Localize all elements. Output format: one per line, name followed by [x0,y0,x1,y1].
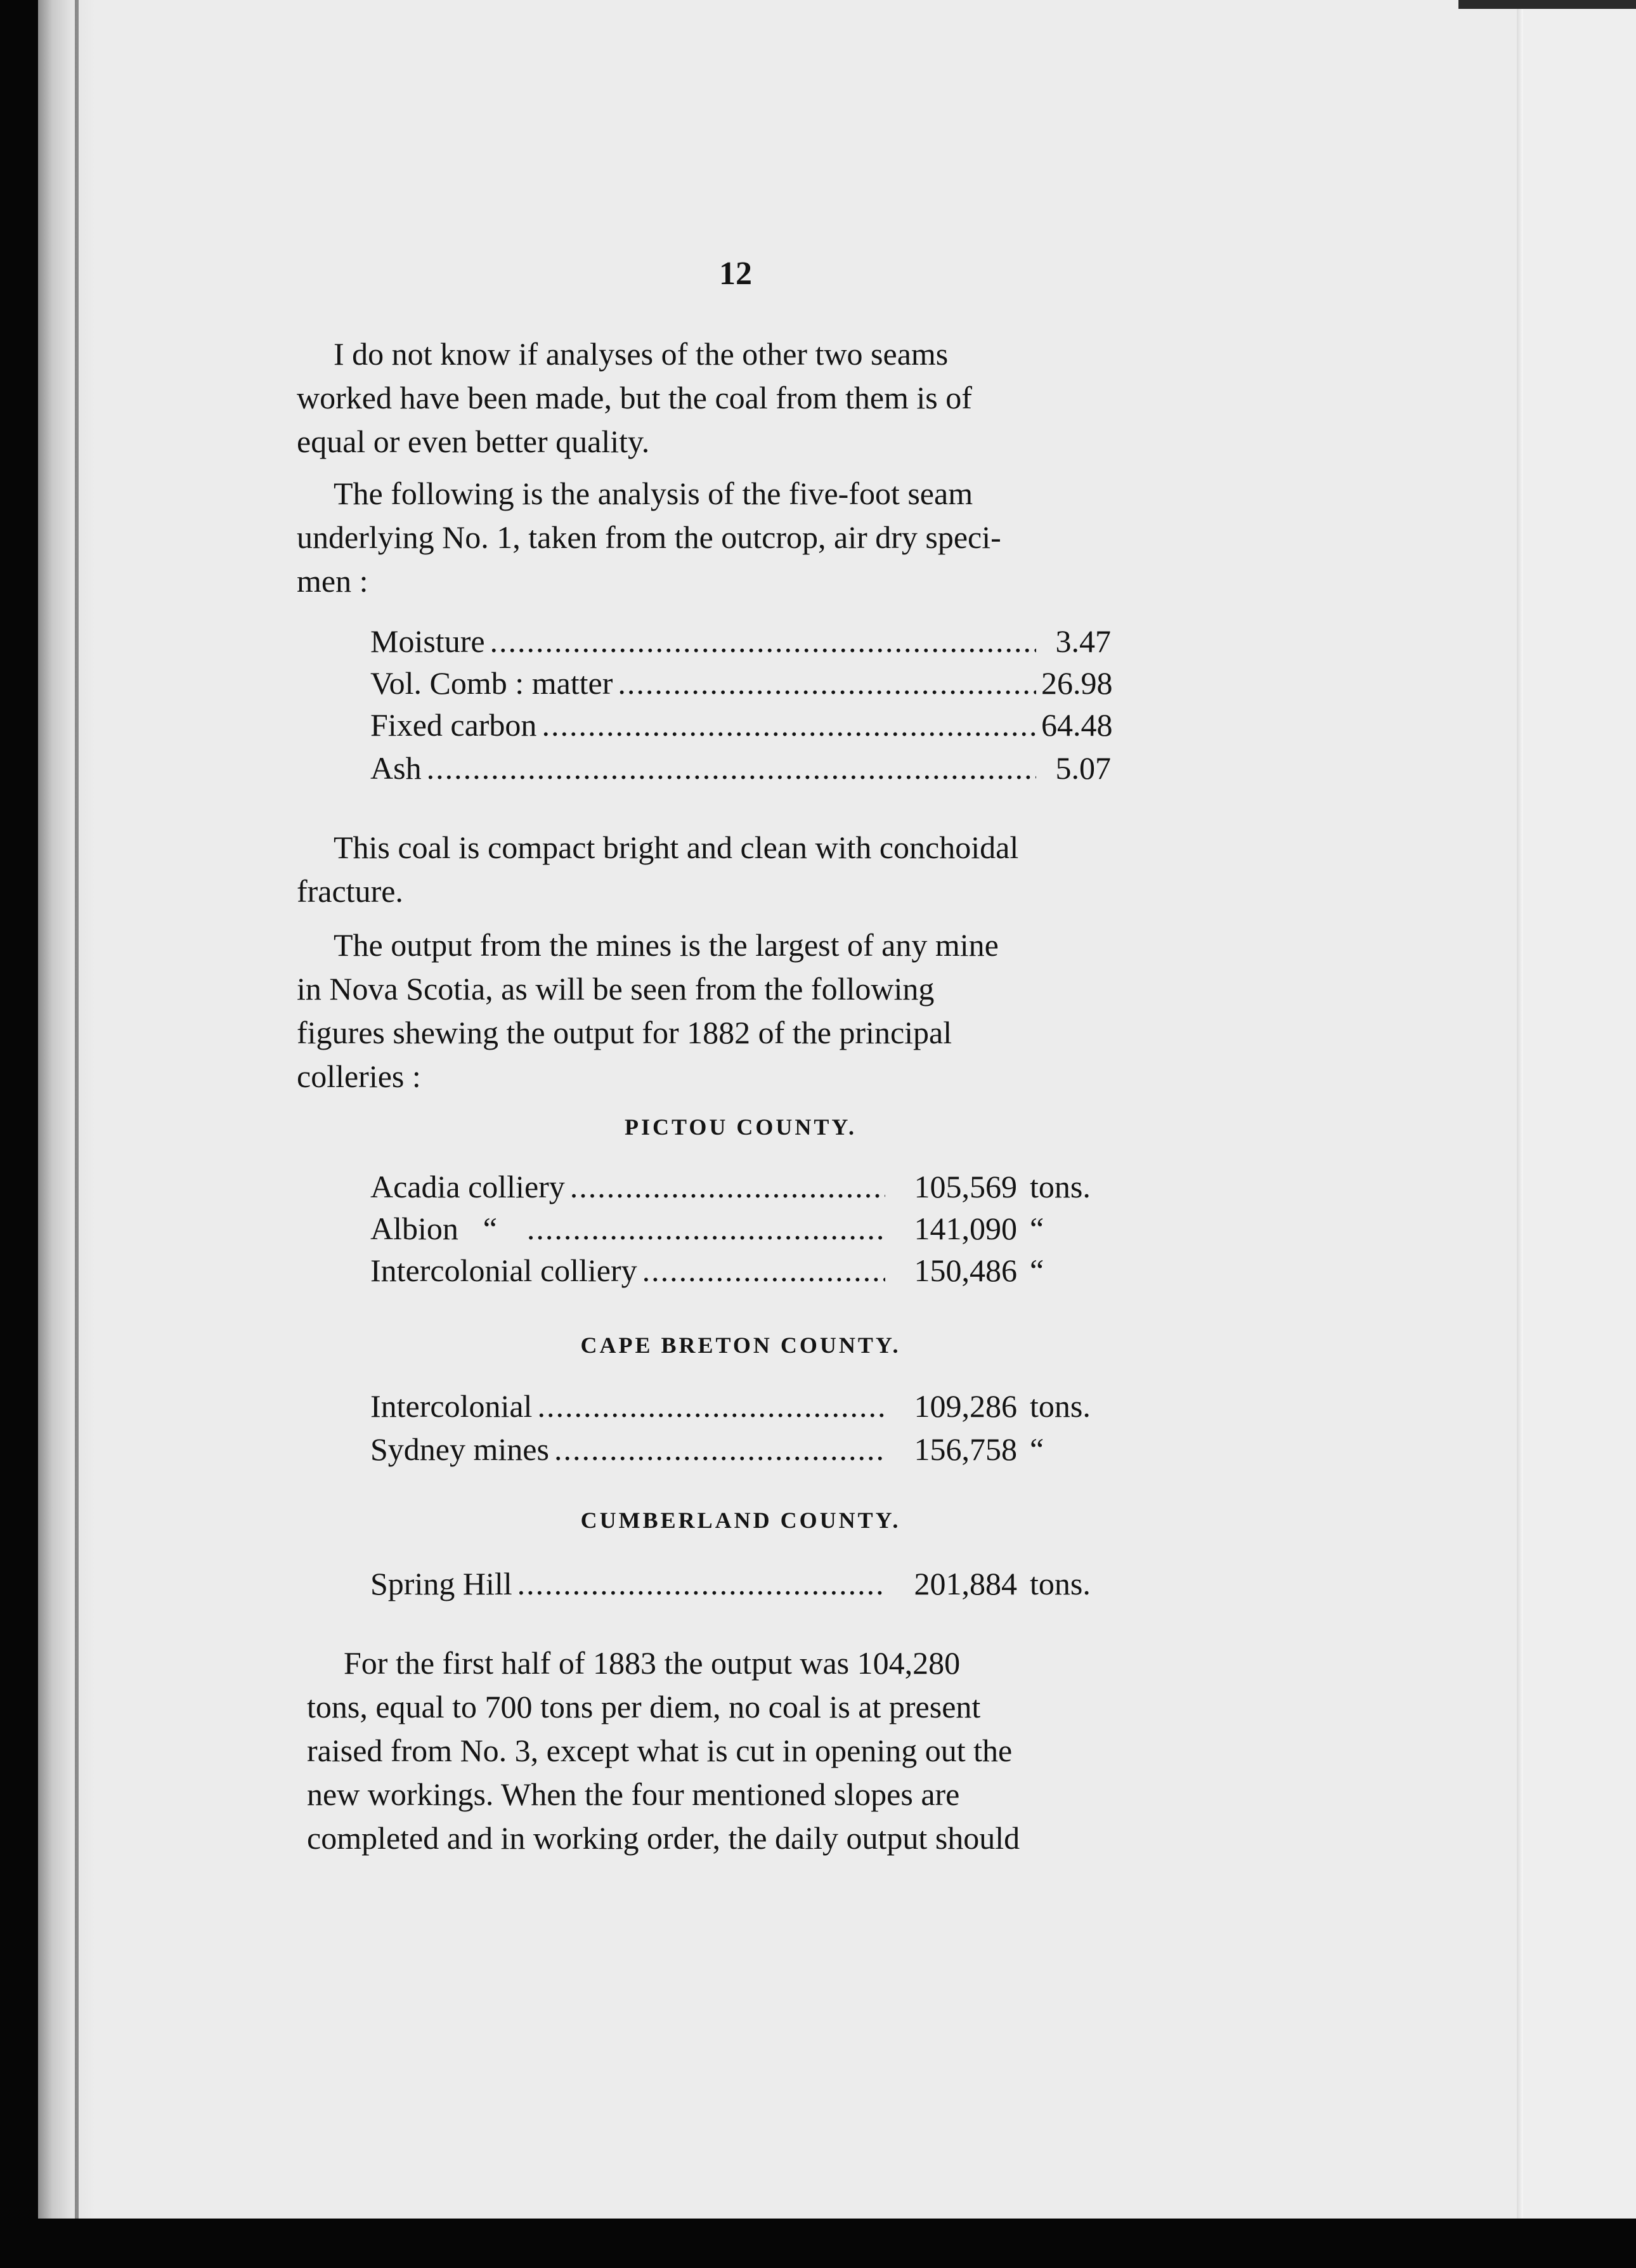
colliery-tons: 150,486 [914,1253,1017,1288]
page-fold [1517,0,1523,2219]
analysis-row-fixed-carbon [370,705,1111,745]
paragraph-analysis-intro [297,472,1188,603]
dot-leader [427,748,1036,788]
dot-leader [570,1167,885,1206]
text-line: in Nova Scotia, as will be seen from the following [297,971,935,1007]
colliery-unit: tons. [1030,1169,1091,1204]
dot-leader [642,1251,885,1290]
colliery-name: Intercolonial colliery [370,1253,637,1288]
county-heading-cape-breton: CAPE BRETON COUNTY. [580,1333,901,1358]
paragraph-coal-description [297,826,1188,913]
colliery-name: Acadia colliery [370,1169,565,1204]
text-line: tons, equal to 700 tons per diem, no coal is at present [307,1689,981,1724]
county-heading-pictou: PICTOU COUNTY. [624,1114,857,1140]
colliery-row-acadia [370,1167,1119,1206]
analysis-value: 5.07 [1055,750,1111,786]
text-line: underlying No. 1, taken from the outcrop, air dry speci- [297,519,1001,555]
analysis-row-moisture [370,622,1111,661]
colliery-row-intercolonial-pictou [370,1251,1119,1290]
colliery-row-sydney-mines [370,1430,1119,1469]
text-line: For the first half of 1883 the output was 104,280 [344,1645,961,1681]
ditto-mark: “ [483,1211,497,1246]
analysis-value: 64.48 [1041,707,1113,743]
text-line: I do not know if analyses of the other two seams [334,336,949,372]
colliery-unit: “ [1030,1431,1044,1467]
text-line: completed and in working order, the daily output should [307,1820,1020,1856]
analysis-value: 26.98 [1041,665,1113,701]
colliery-name: Intercolonial [370,1388,533,1424]
colliery-row-spring-hill [370,1564,1119,1603]
dot-leader [527,1209,885,1248]
text-line: worked have been made, but the coal from them is of [297,380,972,415]
colliery-tons: 109,286 [914,1388,1017,1424]
analysis-label: Vol. Comb : matter [370,665,613,701]
book-spine-shadow [38,0,95,2219]
dot-leader [490,622,1036,661]
text-line: new workings. When the four mentioned slopes are [307,1776,960,1812]
analysis-label: Fixed carbon [370,707,537,743]
colliery-name: Albion [370,1211,458,1246]
county-heading-cumberland: CUMBERLAND COUNTY. [580,1508,901,1533]
analysis-value: 3.47 [1055,623,1111,659]
paragraph-seam-quality [297,332,1188,464]
text-line: This coal is compact bright and clean with conchoidal [334,830,1019,865]
text-line: figures shewing the output for 1882 of the principal [297,1015,952,1050]
text-line: colleries : [297,1059,421,1094]
text-line: The output from the mines is the largest of any mine [334,927,999,963]
colliery-name: Sydney mines [370,1431,549,1467]
dot-leader [554,1430,885,1469]
paragraph-output-1883 [307,1641,1197,1860]
colliery-row-intercolonial-cape-breton [370,1386,1119,1426]
dot-leader [517,1564,885,1603]
page-number: 12 [719,256,752,292]
colliery-row-albion [370,1209,1119,1248]
colliery-unit: tons. [1030,1388,1091,1424]
colliery-unit: tons. [1030,1566,1091,1601]
book-spine-edge [75,0,79,2219]
analysis-row-ash [370,748,1111,788]
dot-leader [537,1386,885,1426]
colliery-tons: 141,090 [914,1211,1017,1246]
colliery-tons: 105,569 [914,1169,1017,1204]
paragraph-output-intro [297,923,1188,1098]
colliery-unit: “ [1030,1253,1044,1288]
scan-border [1458,0,1636,9]
colliery-label-group [370,1209,522,1248]
text-line: equal or even better quality. [297,424,650,459]
dot-leader [618,663,1036,703]
adjacent-page-edge [1523,0,1636,2219]
analysis-row-volatile-matter [370,663,1111,703]
text-line: raised from No. 3, except what is cut in opening out the [307,1733,1013,1768]
text-line: The following is the analysis of the five-foot seam [334,476,973,511]
colliery-tons: 156,758 [914,1431,1017,1467]
text-line: fracture. [297,873,403,909]
colliery-name: Spring Hill [370,1566,512,1601]
analysis-label: Moisture [370,623,485,659]
text-line: men : [297,563,368,599]
analysis-label: Ash [370,750,422,786]
dot-leader [542,705,1036,745]
colliery-unit: “ [1030,1211,1044,1246]
colliery-tons: 201,884 [914,1566,1017,1601]
